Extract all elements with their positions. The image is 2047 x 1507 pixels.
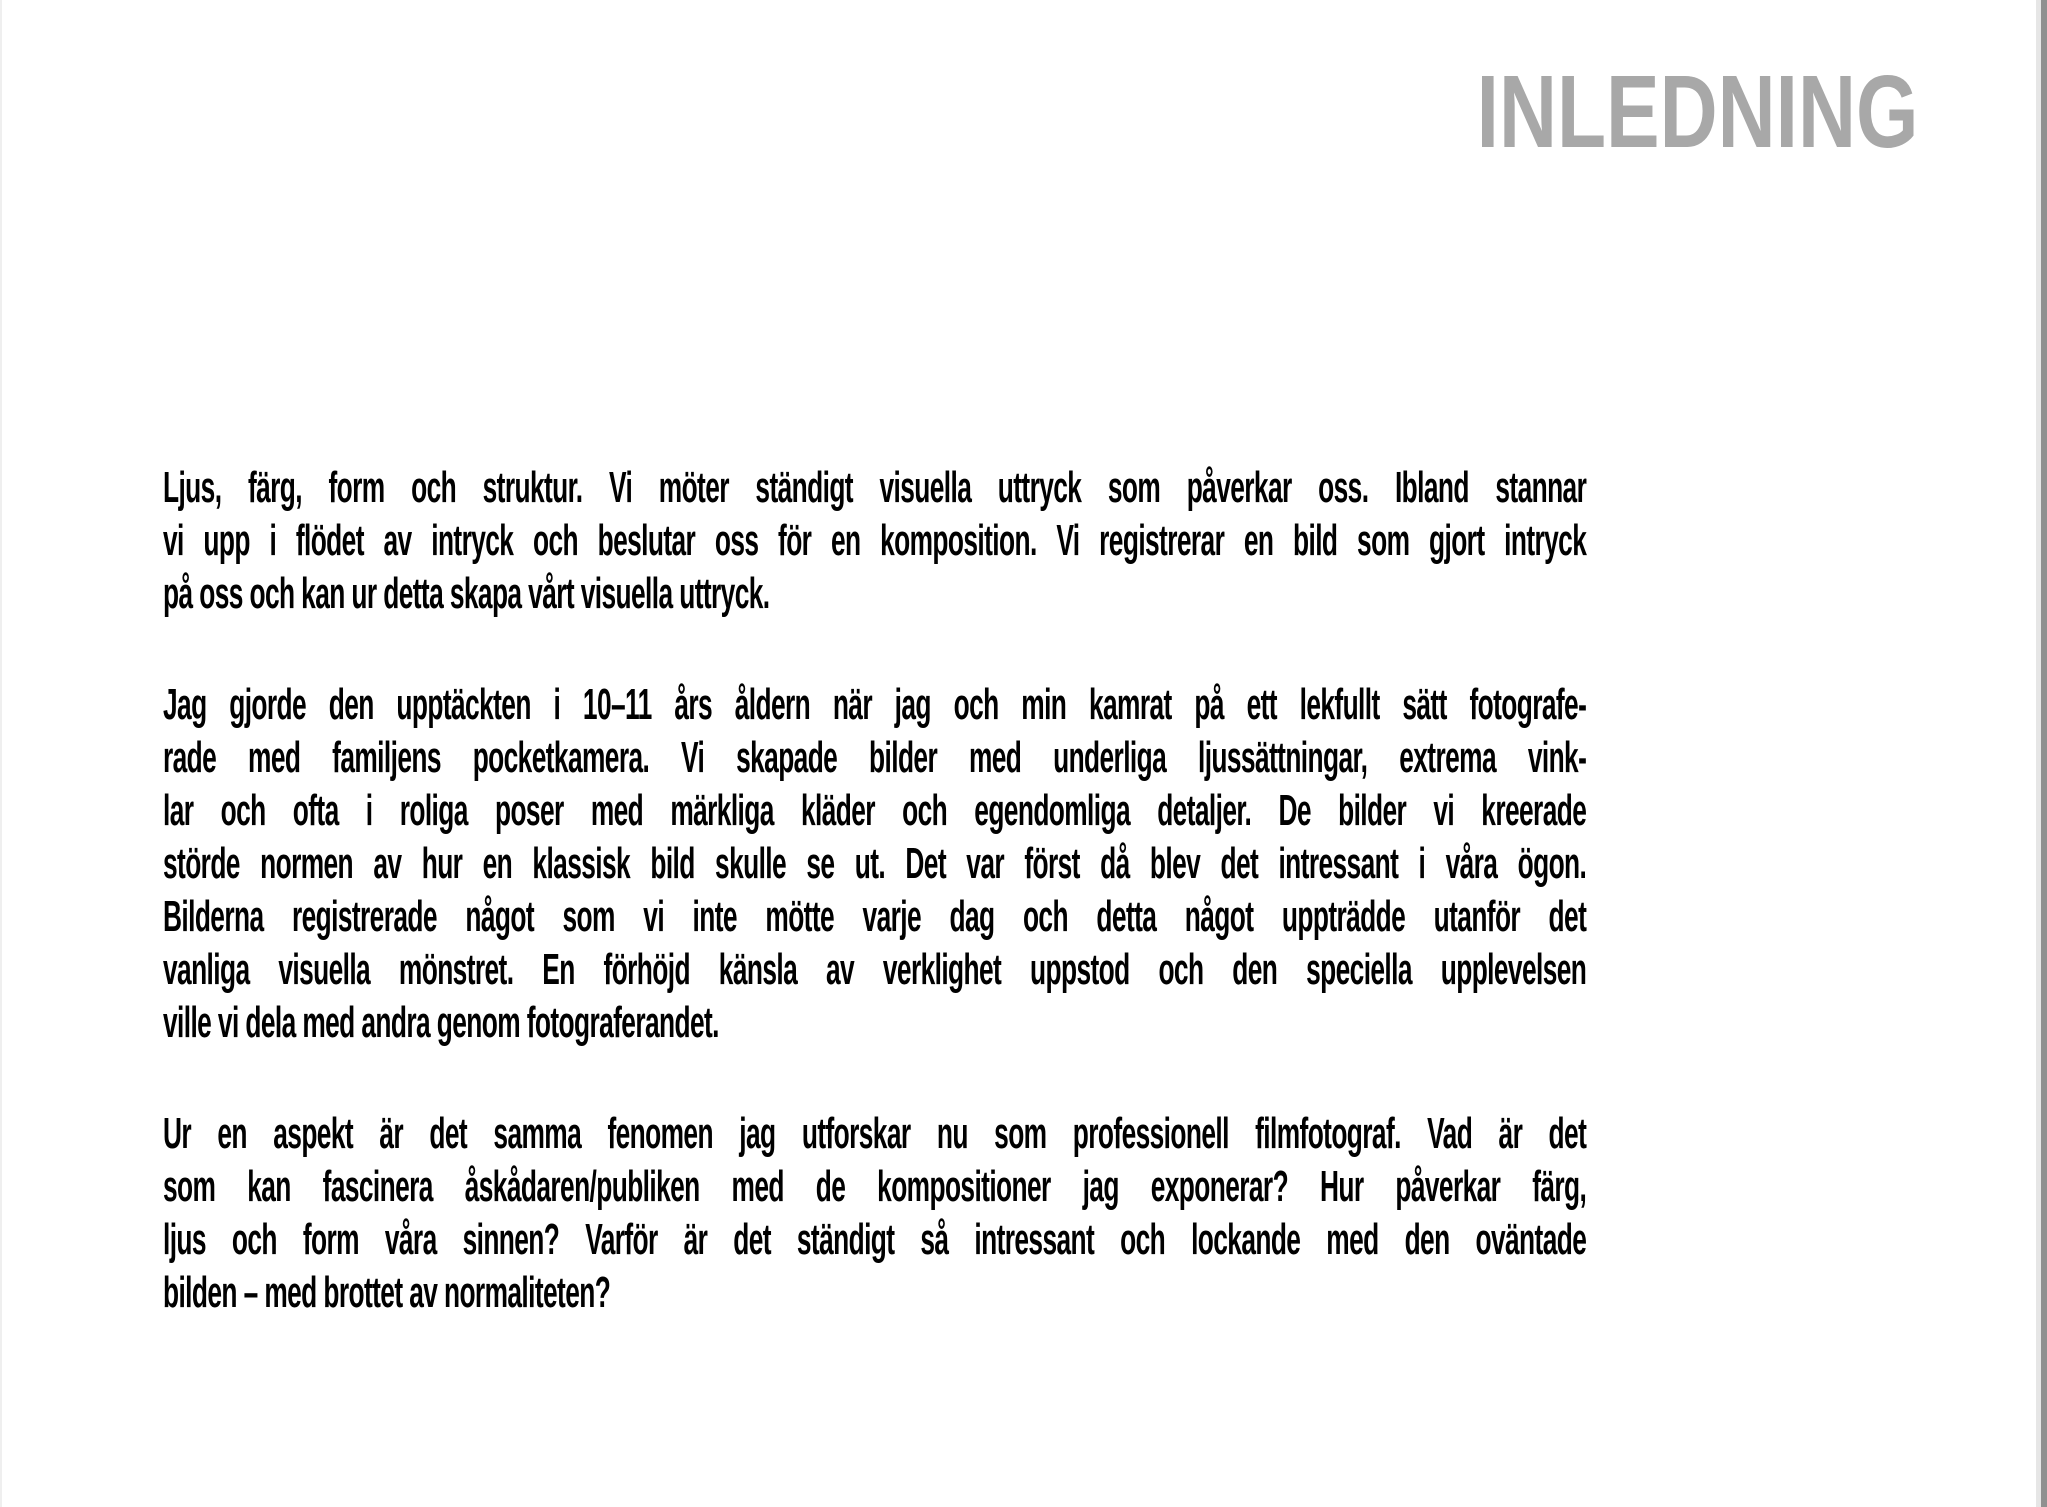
text-line: på oss och kan ur detta skapa vårt visuella uttryck. — [163, 569, 770, 618]
text-line: lar och ofta i roliga poser med märkliga kläder och egendomliga detaljer. De bilder vi kreerade — [163, 786, 1587, 835]
body-text — [163, 461, 1586, 1377]
text-line: störde normen av hur en klassisk bild skulle se ut. Det var först då blev det intressant i våra ögon. — [163, 839, 1587, 888]
page-edge-shadow — [2041, 0, 2047, 1507]
text-line: vi upp i flödet av intryck och beslutar oss för en komposition. Vi registrerar en bild som gjort intryck — [163, 516, 1587, 565]
paragraph-2 — [163, 678, 1586, 1049]
text-line: ville vi dela med andra genom fotograferandet. — [163, 998, 719, 1047]
text-line: rade med familjens pocketkamera. Vi skapade bilder med underliga ljussättningar, extrema vink- — [163, 733, 1587, 782]
page-title: INLEDNING — [1476, 54, 1918, 169]
text-line: ljus och form våra sinnen? Varför är det ständigt så intressant och lockande med den oväntade — [163, 1215, 1587, 1264]
text-line: Ur en aspekt är det samma fenomen jag utforskar nu som professionell filmfotograf. Vad är det — [163, 1109, 1587, 1158]
text-line: Ljus, färg, form och struktur. Vi möter ständigt visuella uttryck som påverkar oss. Ibland stannar — [163, 463, 1587, 512]
page-edge-left — [0, 0, 2, 1507]
text-line: vanliga visuella mönstret. En förhöjd känsla av verklighet uppstod och den speciella upplevelsen — [163, 945, 1587, 994]
paragraph-1 — [163, 461, 1586, 620]
text-line: som kan fascinera åskådaren/publiken med de kompositioner jag exponerar? Hur påverkar färg, — [163, 1162, 1587, 1211]
text-line: Jag gjorde den upptäckten i 10–11 års åldern när jag och min kamrat på ett lekfullt sätt fotografe- — [163, 680, 1587, 729]
text-line: bilden – med brottet av normaliteten? — [163, 1268, 611, 1317]
text-line: Bilderna registrerade något som vi inte mötte varje dag och detta något uppträdde utanför det — [163, 892, 1587, 941]
paragraph-3 — [163, 1107, 1586, 1319]
